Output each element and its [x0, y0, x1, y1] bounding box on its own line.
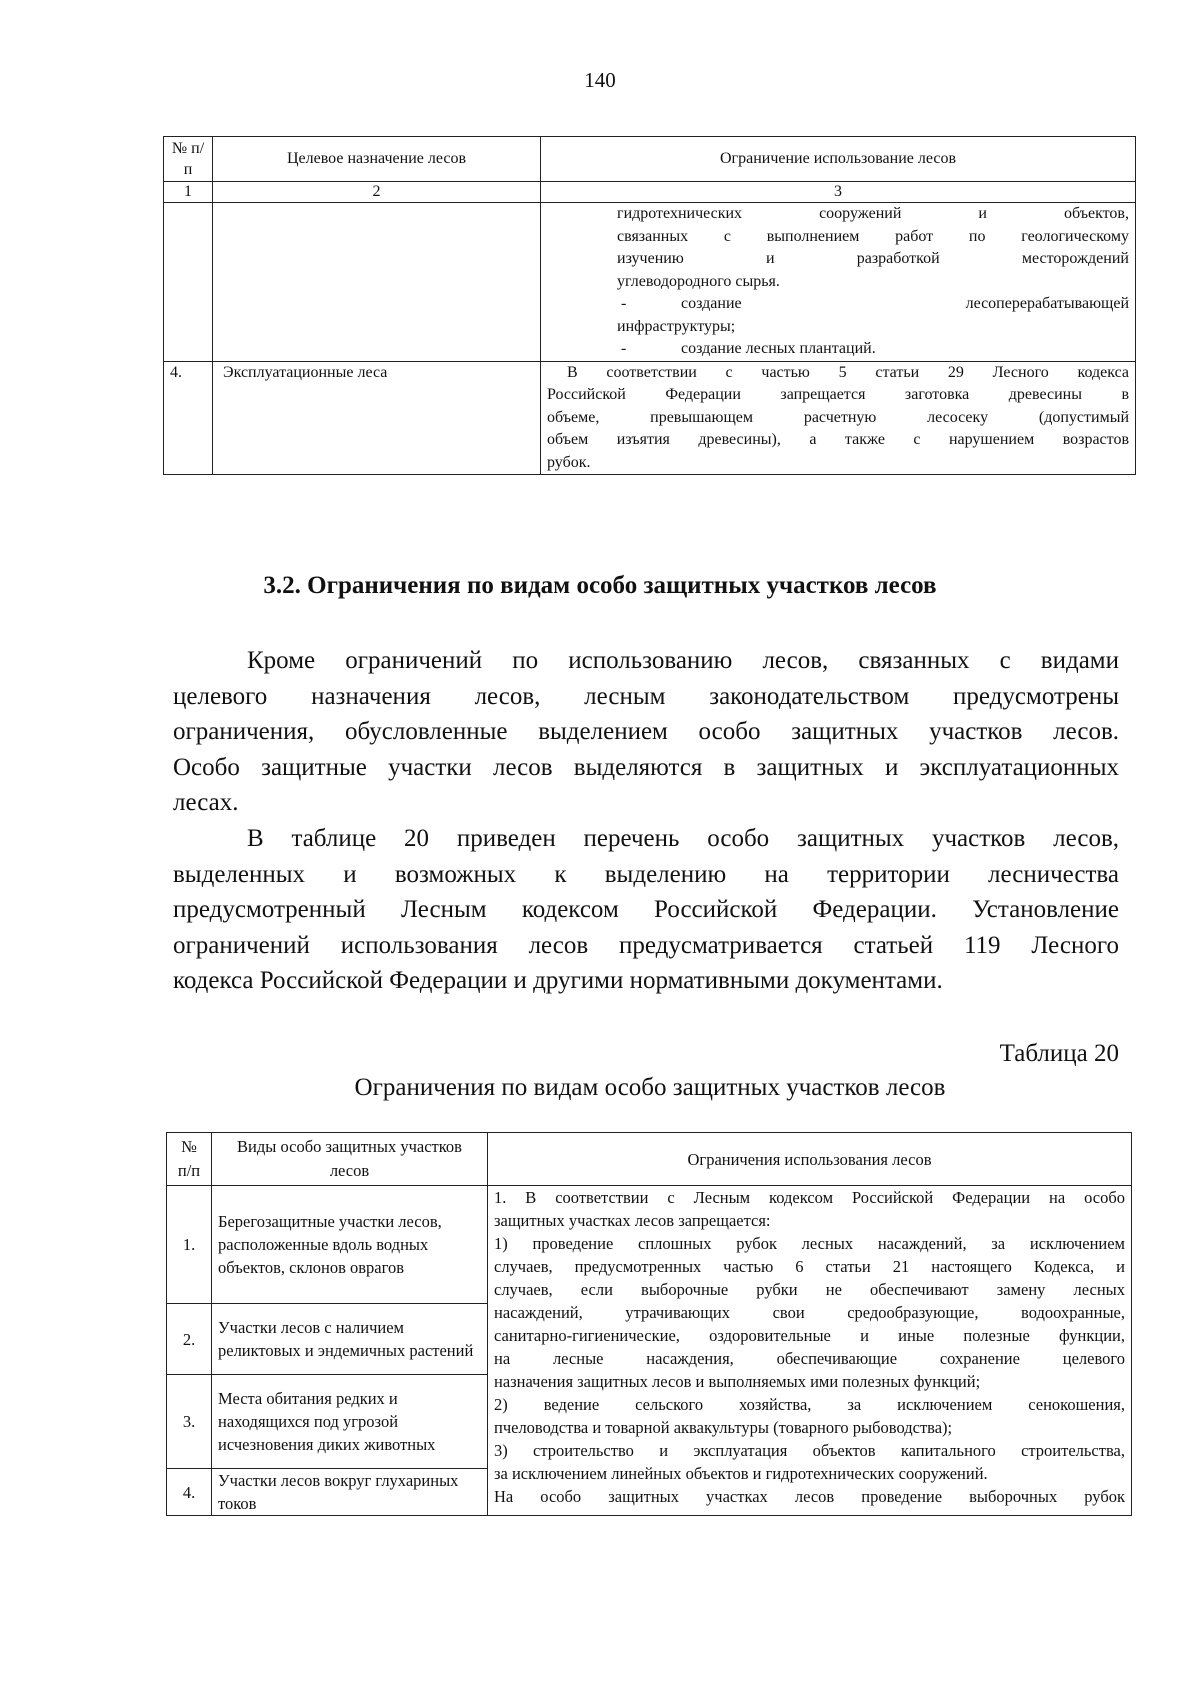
- purpose-restrictions-table: [163, 136, 1136, 475]
- col-number: 3: [541, 182, 1136, 203]
- table-header-row: [164, 137, 1136, 182]
- restriction-text: В соответствии с частью 5 статьи 29 Лесного кодекса Российской Федерации запрещается заготовка древесины в объеме, превышающем расчетную лесосеку (допустимый объем изъятия древесины), а также с нарушением возрастов рубок.: [541, 361, 1136, 475]
- col-number: 1: [164, 182, 213, 203]
- section-heading: 3.2. Ограничения по видам особо защитных участков лесов: [263, 572, 937, 599]
- column-number-row: [164, 182, 1136, 203]
- protected-area-kind: Участки лесов вокруг глухариных токов: [212, 1469, 488, 1516]
- header-num: № п/п: [167, 1133, 212, 1186]
- col-number: 2: [213, 182, 541, 203]
- header-restriction: Ограничение использование лесов: [541, 137, 1136, 182]
- protected-areas-table: [166, 1132, 1132, 1516]
- table-header-row: [167, 1133, 1132, 1186]
- header-kind: Виды особо защитных участков лесов: [212, 1133, 488, 1186]
- page-number: 140: [584, 68, 616, 92]
- header-purpose: Целевое назначение лесов: [213, 137, 541, 182]
- row-number: 3.: [167, 1375, 212, 1469]
- row-number: 4.: [167, 1469, 212, 1516]
- paragraph: В таблице 20 приведен перечень особо защитных участков лесов, выделенных и возможных к выделению на территории лесничества предусмотренный Лесным кодексом Российской Федерации. Установление ограничений использования лесов предусматривается статьей 119 Лесного кодекса Российской Федерации и другими нормативными документами.: [173, 825, 1119, 994]
- protected-area-kind: Участки лесов с наличием реликтовых и эндемичных растений: [212, 1304, 488, 1375]
- row-number: 2.: [167, 1304, 212, 1375]
- protected-area-kind: Берегозащитные участки лесов, расположенные вдоль водных объектов, склонов оврагов: [212, 1186, 488, 1304]
- table-row: [164, 361, 1136, 475]
- row-number: 1.: [167, 1186, 212, 1304]
- continued-restriction-cell: гидротехнических сооружений и объектов, связанных с выполнением работ по геологическому изучению и разработкой месторождений углеводородного сырья. - создание лесоперерабатывающей инфраструктуры; - создание лесных плантаций.: [541, 203, 1136, 362]
- header-restriction: Ограничения использования лесов: [488, 1133, 1132, 1186]
- forest-purpose: Эксплуатационные леса: [213, 361, 541, 475]
- protected-area-kind: Места обитания редких и находящихся под угрозой исчезновения диких животных: [212, 1375, 488, 1469]
- restriction-text: 1. В соответствии с Лесным кодексом Российской Федерации на особо защитных участках лесов запрещается: 1) проведение сплошных рубок лесных насаждений, за исключением случаев, предусмотренных частью 6 статьи 21 настоящего Кодекса, и случаев, если выборочные рубки не обеспечивают замену лесных насаждений, утрачивающих свои средообразующие, водоохранные, санитарно-гигиенические, оздоровительные и иные полезные функции, на лесные насаждения, обеспечивающие сохранение целевого назначения защитных лесов и выполняемых ими полезных функций; 2) ведение сельского хозяйства, за исключением сенокошения, пчеловодства и товарной аквакультуры (товарного рыбоводства); 3) строительство и эксплуатация объектов капитального строительства, за исключением линейных объектов и гидротехнических сооружений. На особо защитных участках лесов проведение выборочных рубок: [488, 1186, 1132, 1516]
- table-caption: Ограничения по видам особо защитных участков лесов: [354, 1074, 946, 1101]
- table-label: Таблица 20: [999, 1040, 1119, 1067]
- table-row: [167, 1186, 1132, 1304]
- paragraph: Кроме ограничений по использованию лесов, связанных с видами целевого назначения лесов, лесным законодательством предусмотрены ограничения, обусловленные выделением особо защитных участков лесов. Особо защитные участки лесов выделяются в защитных и эксплуатационных лесах.: [173, 647, 1119, 816]
- row-number: 4.: [164, 361, 213, 475]
- table-row: [164, 203, 1136, 362]
- header-num: № п/п: [164, 137, 213, 182]
